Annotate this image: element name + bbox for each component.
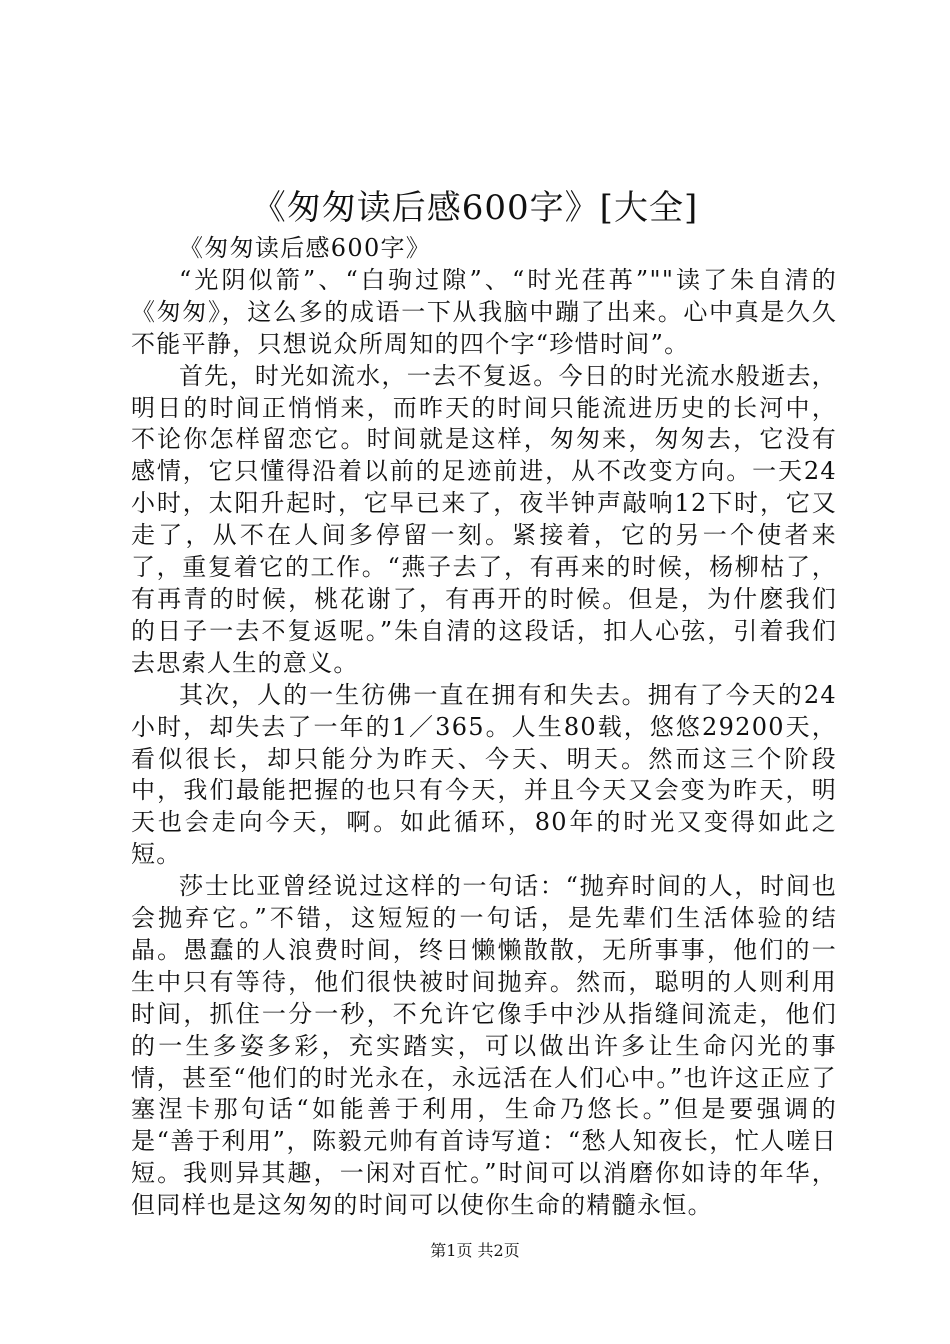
- body-paragraph: 其次，人的一生彷佛一直在拥有和失去。拥有了今天的24小时，却失去了一年的1／365。人生80载，悠悠29200天，看似很长，却只能分为昨天、今天、明天。然而这三个阶段中，我们最能把握的也只有今天，并且今天又会变为昨天，明天也会走向今天，啊。如此循环，80年的时光又变得如此之短。: [131, 680, 837, 869]
- document-title: 《匆匆读后感600字》[大全]: [251, 188, 699, 228]
- subtitle-paragraph: 《匆匆读后感600字》: [179, 234, 432, 262]
- page-number-footer: 第1页 共2页: [430, 1241, 520, 1260]
- document-body: [131, 233, 837, 1222]
- body-paragraph: 莎士比亚曾经说过这样的一句话：“抛弃时间的人，时间也会抛弃它。”不错，这短短的一句话，是先辈们生活体验的结晶。愚蠢的人浪费时间，终日懒懒散散，无所事事，他们的一生中只有等待，他们很快被时间抛弃。然而，聪明的人则利用时间，抓住一分一秒，不允许它像手中沙从指缝间流走，他们的一生多姿多彩，充实踏实，可以做出许多让生命闪光的事情，甚至“他们的时光永在，永远活在人们心中。”也许这正应了塞涅卡那句话“如能善于利用，生命乃悠长。”但是要强调的是“善于利用”，陈毅元帅有首诗写道：“愁人知夜长，忙人嗟日短。我则异其趣，一闲对百忙。”时间可以消磨你如诗的年华，但同样也是这匆匆的时间可以使你生命的精髓永恒。: [131, 872, 837, 1220]
- body-paragraph: “光阴似箭”、“白驹过隙”、“时光荏苒”""读了朱自清的《匆匆》，这么多的成语一下从我脑中蹦了出来。心中真是久久不能平静，只想说众所周知的四个字“珍惜时间”。: [131, 265, 837, 358]
- body-paragraph: 首先，时光如流水，一去不复返。今日的时光流水般逝去，明日的时间正悄悄来，而昨天的时间只能流进历史的长河中，不论你怎样留恋它。时间就是这样，匆匆来，匆匆去，它没有感情，它只懂得沿着以前的足迹前进，从不改变方向。一天24小时，太阳升起时，它早已来了，夜半钟声敲响12下时，它又走了，从不在人间多停留一刻。紧接着，它的另一个使者来了，重复着它的工作。“燕子去了，有再来的时候，杨柳枯了，有再青的时候，桃花谢了，有再开的时候。但是，为什麽我们的日子一去不复返呢。”朱自清的这段话，扣人心弦，引着我们去思索人生的意义。: [131, 361, 837, 677]
